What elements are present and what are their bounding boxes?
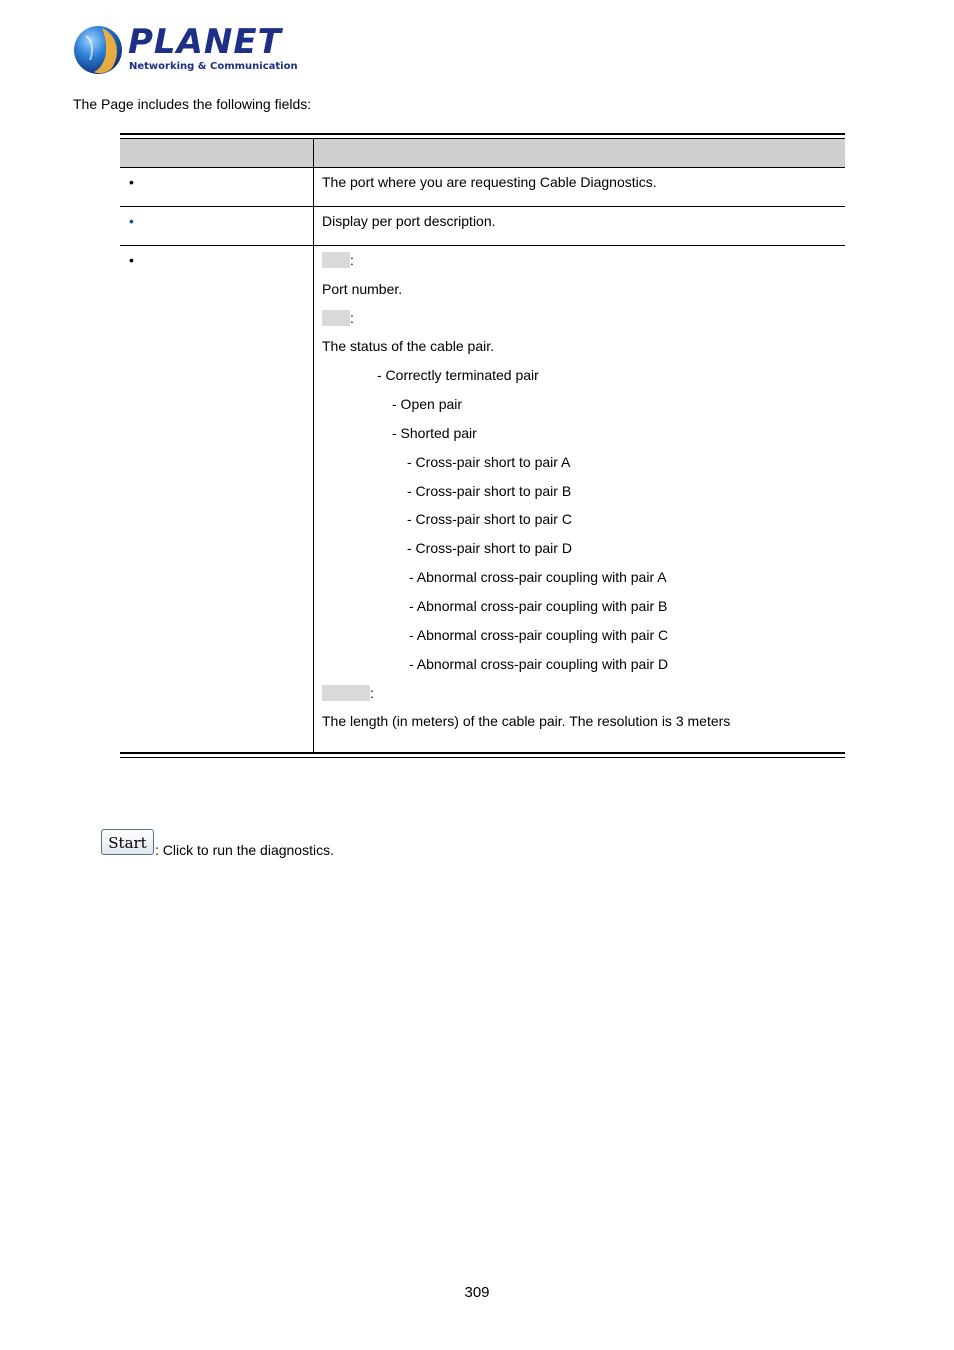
length-field-description: The length (in meters) of the cable pair. The resolution is 3 meters bbox=[322, 713, 731, 729]
status-item: - Correctly terminated pair bbox=[377, 367, 539, 383]
port-description-cell: The port where you are requesting Cable Diagnostics. bbox=[322, 174, 657, 190]
port-key-colon: : bbox=[350, 252, 354, 268]
status-item: - Abnormal cross-pair coupling with pair C bbox=[409, 627, 669, 643]
pair-key-colon: : bbox=[350, 310, 354, 326]
table-row-bullet: • bbox=[129, 174, 134, 190]
table-row-divider bbox=[120, 245, 845, 246]
page-number: 309 bbox=[464, 1284, 490, 1301]
table-header-row bbox=[120, 139, 845, 168]
port-key-highlight bbox=[322, 252, 350, 268]
logo-tagline: Networking & Communication bbox=[129, 61, 298, 72]
status-item: - Shorted pair bbox=[392, 425, 477, 441]
status-item: - Abnormal cross-pair coupling with pair D bbox=[409, 656, 669, 672]
status-item: - Cross-pair short to pair C bbox=[407, 511, 572, 527]
logo-wordmark: PLANET bbox=[128, 22, 282, 62]
pair-key-highlight bbox=[322, 310, 350, 326]
status-item: - Cross-pair short to pair B bbox=[407, 483, 572, 499]
status-item: - Abnormal cross-pair coupling with pair A bbox=[409, 569, 667, 585]
status-item: - Cross-pair short to pair D bbox=[407, 540, 572, 556]
port-field-description: Port number. bbox=[322, 281, 403, 297]
table-row-bullet: • bbox=[129, 252, 134, 268]
pair-field-description: The status of the cable pair. bbox=[322, 338, 494, 354]
planet-logo bbox=[72, 22, 298, 78]
intro-text: The Page includes the following fields: bbox=[73, 96, 312, 112]
status-item: - Abnormal cross-pair coupling with pair B bbox=[409, 598, 668, 614]
start-button-description: : Click to run the diagnostics. bbox=[155, 842, 334, 858]
description-cell: Display per port description. bbox=[322, 213, 496, 229]
table-row-divider bbox=[120, 206, 845, 207]
table-bottom-rule bbox=[120, 752, 845, 758]
table-row-bullet: • bbox=[129, 213, 134, 229]
globe-icon bbox=[72, 24, 124, 76]
status-item: - Cross-pair short to pair A bbox=[407, 454, 571, 470]
length-key-highlight bbox=[322, 685, 370, 701]
length-key-colon: : bbox=[370, 685, 374, 701]
status-item: - Open pair bbox=[392, 396, 463, 412]
table-column-divider bbox=[313, 139, 314, 753]
start-button[interactable]: Start bbox=[101, 829, 154, 855]
